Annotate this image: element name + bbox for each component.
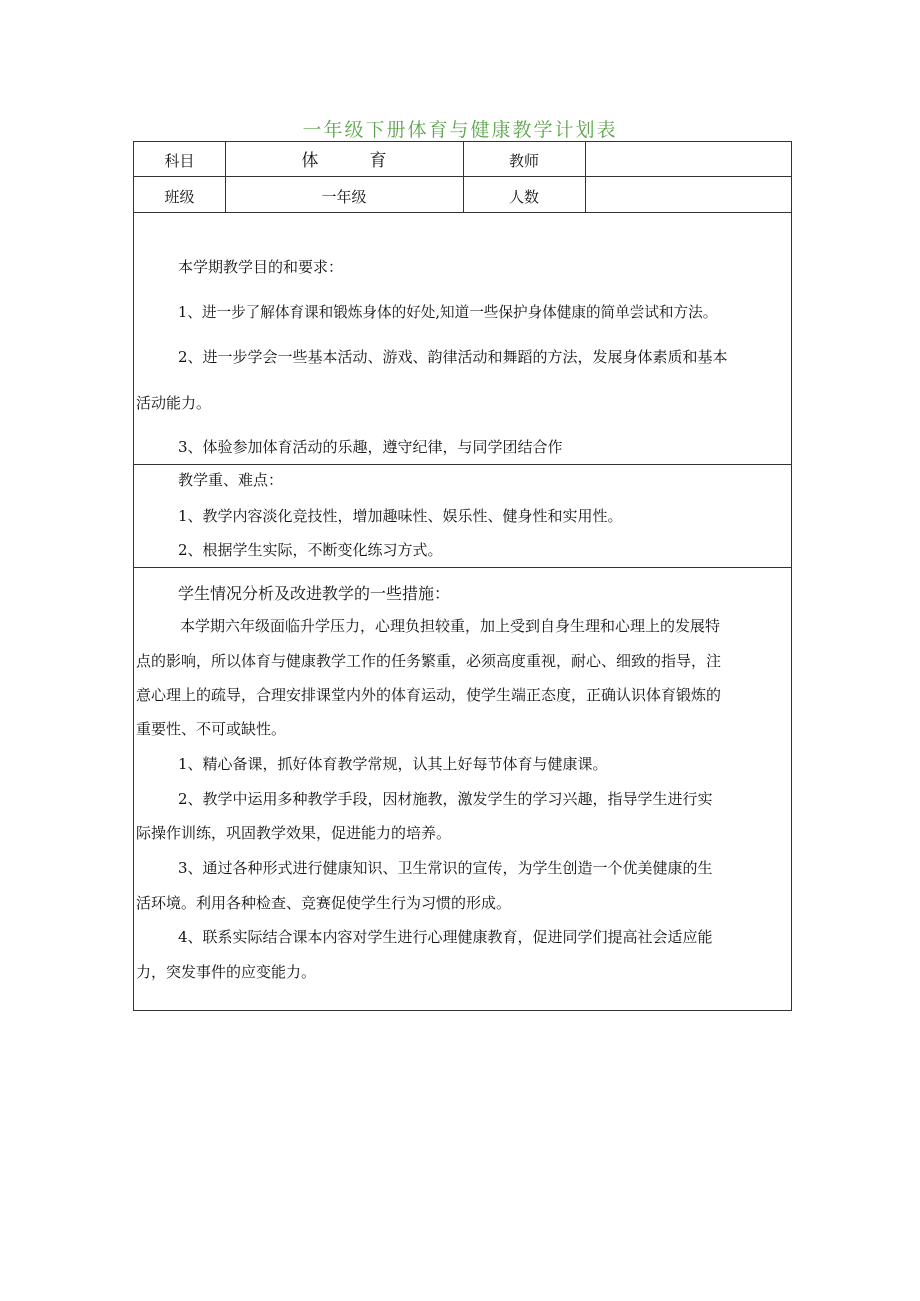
analysis-heading: 学生情况分析及改进教学的一些措施： <box>178 584 451 603</box>
measure-4-cont: 力，突发事件的应变能力。 <box>136 963 317 981</box>
teacher-value <box>585 144 791 178</box>
count-label: 人数 <box>508 188 539 206</box>
analysis-para-line: 意心理上的疏导，合理安排课堂内外的体育运动，使学生端正态度，正确认识体育锻炼的 <box>136 686 722 704</box>
measure-2: 2、教学中运用多种教学手段，因材施教，激发学生的学习兴趣，指导学生进行实 <box>178 790 713 808</box>
analysis-para-line: 本学期六年级面临升学压力，心理负担较重，加上受到自身生理和心理上的发展特 <box>180 617 721 635</box>
goals-item-2-cont: 活动能力。 <box>136 394 212 412</box>
keypoints-heading: 教学重、难点： <box>178 471 284 489</box>
goals-item-1: 1、进一步了解体育课和锻炼身体的好处,知道一些保护身体健康的简单尝试和方法。 <box>178 304 718 321</box>
plan-table <box>133 141 792 1011</box>
class-label: 班级 <box>164 188 195 206</box>
keypoints-item-2: 2、根据学生实际，不断变化练习方式。 <box>178 541 443 559</box>
measure-3: 3、通过各种形式进行健康知识、卫生常识的宣传，为学生创造一个优美健康的生 <box>178 859 713 877</box>
teacher-label: 教师 <box>508 152 539 170</box>
keypoints-section <box>134 464 791 567</box>
subject-label: 科目 <box>164 152 195 170</box>
goals-item-3: 3、体验参加体育活动的乐趣，遵守纪律，与同学团结合作 <box>178 438 563 456</box>
measure-1: 1、精心备课，抓好体育教学常规，认其上好每节体育与健康课。 <box>178 755 608 773</box>
measure-3-cont: 活环境。利用各种检查、竞赛促使学生行为习惯的形成。 <box>136 894 512 912</box>
analysis-section <box>134 567 791 1010</box>
analysis-para-line: 重要性、不可或缺性。 <box>136 720 287 738</box>
keypoints-item-1: 1、教学内容淡化竞技性，增加趣味性、娱乐性、健身性和实用性。 <box>178 507 623 525</box>
class-value: 一年级 <box>321 188 367 206</box>
analysis-para-line: 点的影响，所以体育与健康教学工作的任务繁重，必须高度重视，耐心、细致的指导，注 <box>136 652 722 670</box>
measure-4: 4、联系实际结合课本内容对学生进行心理健康教育，促进同学们提高社会适应能 <box>178 928 713 946</box>
goals-item-2: 2、进一步学会一些基本活动、游戏、韵律活动和舞蹈的方法，发展身体素质和基本 <box>178 348 728 366</box>
goals-section <box>134 212 791 465</box>
measure-2-cont: 际操作训练，巩固教学效果，促进能力的培养。 <box>136 824 452 842</box>
subject-value: 体 育 <box>301 151 387 171</box>
document-title: 一年级下册体育与健康教学计划表 <box>302 119 618 141</box>
goals-heading: 本学期教学目的和要求： <box>178 258 344 276</box>
count-value <box>585 180 791 214</box>
